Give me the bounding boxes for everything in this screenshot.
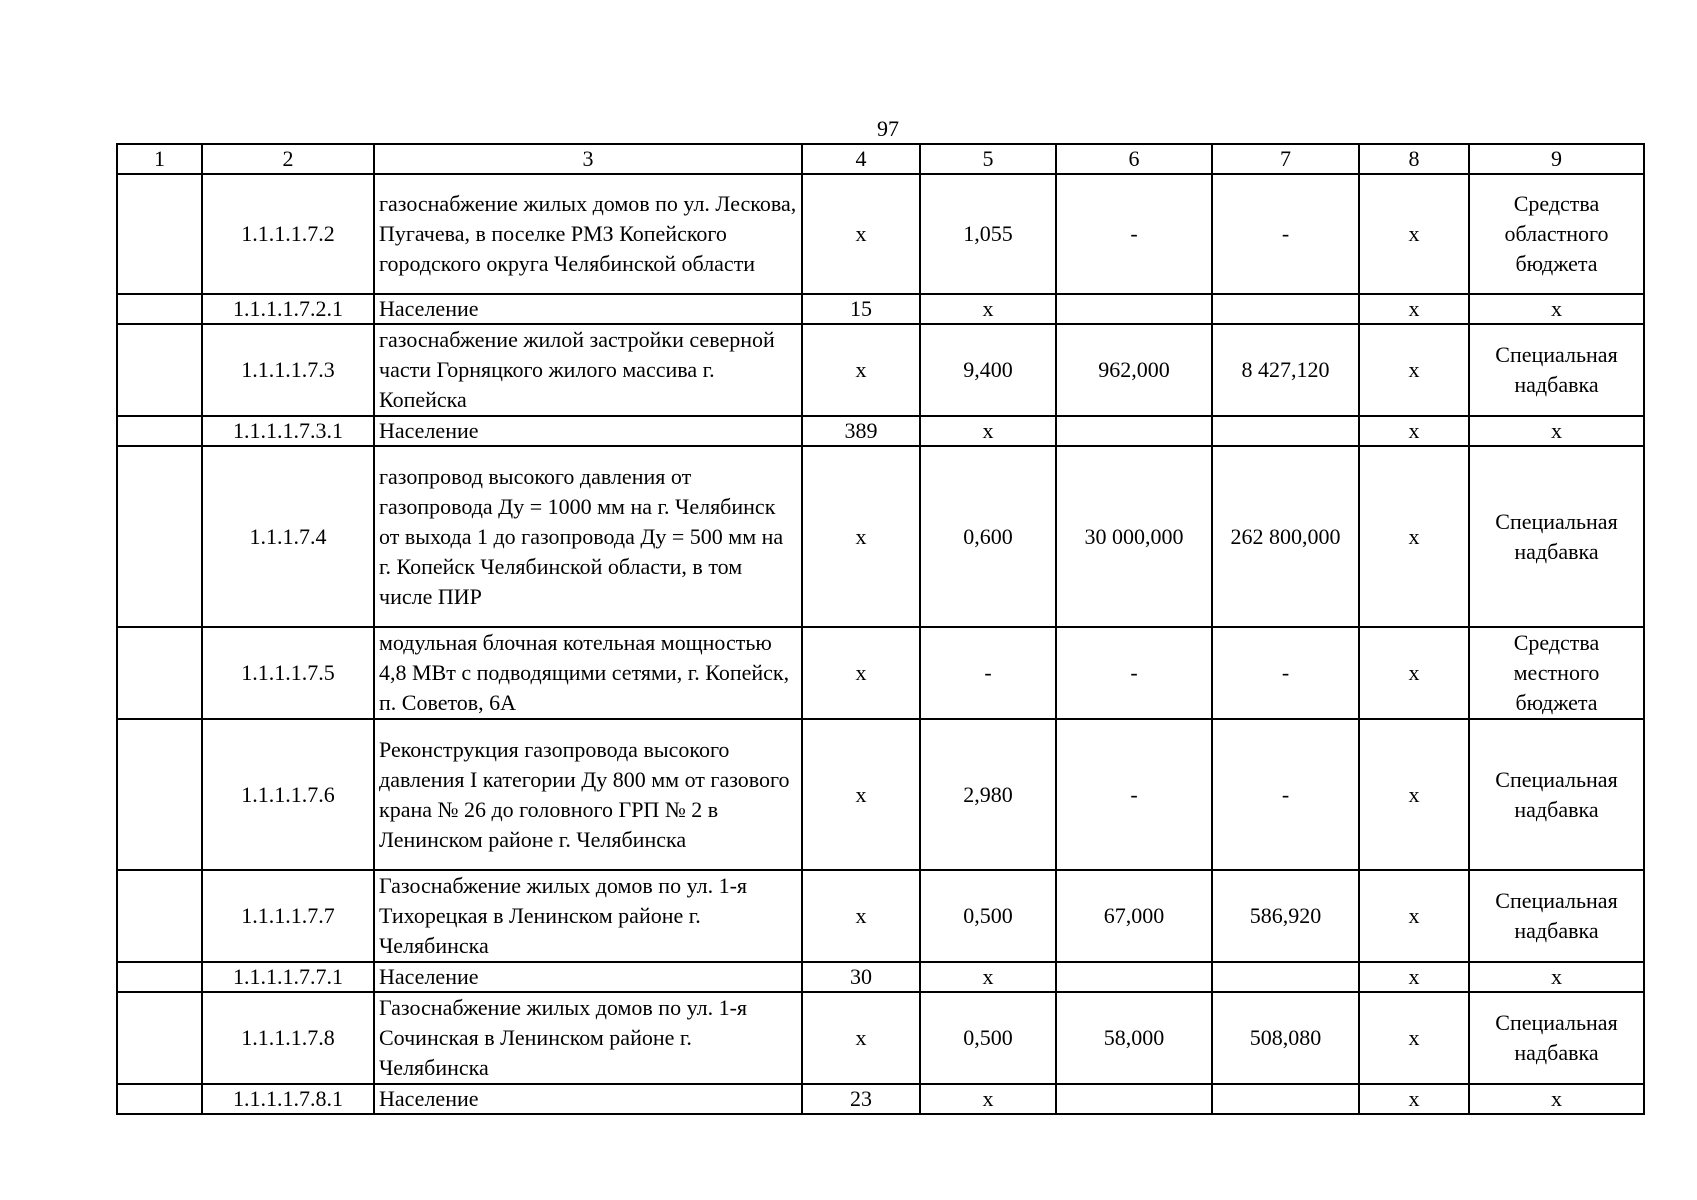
header-col-3: 3 [374,144,802,174]
col-6-value: - [1056,719,1212,870]
table-subrow [117,1084,1644,1114]
col-7-value: 508,080 [1212,992,1359,1084]
col-5-value: 0,600 [920,446,1056,627]
item-code: 1.1.1.1.7.5 [202,627,374,719]
col-4-value: 30 [802,962,920,992]
item-description: Население [374,294,802,324]
header-col-5: 5 [920,144,1056,174]
col-7-value [1212,416,1359,446]
item-description: газоснабжение жилой застройки северной части Горняцкого жилого массива г. Копейска [374,324,802,416]
col-8-value: x [1359,962,1469,992]
header-col-4: 4 [802,144,920,174]
item-description: модульная блочная котельная мощностью 4,8 МВт с подводящими сетями, г. Копейск, п. Советов, 6А [374,627,802,719]
table-subrow [117,416,1644,446]
table-row [117,870,1644,962]
funding-source: x [1469,962,1644,992]
col-7-value: 586,920 [1212,870,1359,962]
col-8-value: x [1359,719,1469,870]
data-table [116,143,1645,1115]
col-5-value: 0,500 [920,992,1056,1084]
table-row [117,324,1644,416]
col-5-value: 0,500 [920,870,1056,962]
empty-cell [117,416,202,446]
item-code: 1.1.1.1.7.2.1 [202,294,374,324]
col-7-value: 8 427,120 [1212,324,1359,416]
col-6-value [1056,294,1212,324]
item-code: 1.1.1.7.4 [202,446,374,627]
item-description: газопровод высокого давления от газопровода Ду = 1000 мм на г. Челябинск от выхода 1 до газопровода Ду = 500 мм на г. Копейск Челябинской области, в том числе ПИР [374,446,802,627]
col-8-value: x [1359,324,1469,416]
col-6-value: - [1056,174,1212,294]
item-code: 1.1.1.1.7.8.1 [202,1084,374,1114]
col-8-value: x [1359,174,1469,294]
col-6-value: 30 000,000 [1056,446,1212,627]
funding-source: Специальная надбавка [1469,870,1644,962]
item-code: 1.1.1.1.7.2 [202,174,374,294]
col-4-value: x [802,719,920,870]
funding-source: Специальная надбавка [1469,719,1644,870]
col-4-value: x [802,992,920,1084]
empty-cell [117,962,202,992]
col-6-value: 58,000 [1056,992,1212,1084]
page-number: 97 [877,116,899,141]
col-5-value: x [920,1084,1056,1114]
table-row [117,174,1644,294]
col-5-value: 1,055 [920,174,1056,294]
col-6-value [1056,962,1212,992]
header-col-8: 8 [1359,144,1469,174]
col-5-value: x [920,294,1056,324]
col-7-value [1212,962,1359,992]
empty-cell [117,870,202,962]
item-code: 1.1.1.1.7.3.1 [202,416,374,446]
table-body [117,174,1644,1114]
empty-cell [117,992,202,1084]
col-4-value: x [802,627,920,719]
item-code: 1.1.1.1.7.7.1 [202,962,374,992]
item-description: Население [374,416,802,446]
empty-cell [117,627,202,719]
empty-cell [117,174,202,294]
col-6-value: 67,000 [1056,870,1212,962]
empty-cell [117,1084,202,1114]
col-4-value: x [802,324,920,416]
empty-cell [117,719,202,870]
table-row [117,446,1644,627]
funding-source: x [1469,294,1644,324]
table-subrow [117,294,1644,324]
col-4-value: 15 [802,294,920,324]
header-col-9: 9 [1469,144,1644,174]
empty-cell [117,294,202,324]
col-7-value: - [1212,627,1359,719]
item-description: газоснабжение жилых домов по ул. Лескова, Пугачева, в поселке РМЗ Копейского городского округа Челябинской области [374,174,802,294]
item-code: 1.1.1.1.7.3 [202,324,374,416]
col-6-value: 962,000 [1056,324,1212,416]
col-7-value [1212,294,1359,324]
table-row [117,719,1644,870]
header-row [117,144,1644,174]
item-description: Население [374,962,802,992]
item-code: 1.1.1.1.7.6 [202,719,374,870]
funding-source: Специальная надбавка [1469,446,1644,627]
col-6-value: - [1056,627,1212,719]
col-8-value: x [1359,446,1469,627]
col-5-value: 2,980 [920,719,1056,870]
header-col-6: 6 [1056,144,1212,174]
item-description: Население [374,1084,802,1114]
funding-source: Средства областного бюджета [1469,174,1644,294]
funding-source: Специальная надбавка [1469,992,1644,1084]
col-4-value: 23 [802,1084,920,1114]
col-5-value: - [920,627,1056,719]
header-col-7: 7 [1212,144,1359,174]
funding-source: x [1469,416,1644,446]
col-6-value [1056,1084,1212,1114]
col-5-value: 9,400 [920,324,1056,416]
table-row [117,627,1644,719]
funding-source: Специальная надбавка [1469,324,1644,416]
col-8-value: x [1359,416,1469,446]
col-8-value: x [1359,294,1469,324]
funding-source: Средства местного бюджета [1469,627,1644,719]
col-7-value [1212,1084,1359,1114]
col-8-value: x [1359,627,1469,719]
empty-cell [117,446,202,627]
header-col-1: 1 [117,144,202,174]
col-7-value: - [1212,174,1359,294]
col-4-value: x [802,174,920,294]
empty-cell [117,324,202,416]
table-row [117,992,1644,1084]
item-code: 1.1.1.1.7.8 [202,992,374,1084]
item-description: Газоснабжение жилых домов по ул. 1-я Сочинская в Ленинском районе г. Челябинска [374,992,802,1084]
table-subrow [117,962,1644,992]
col-6-value [1056,416,1212,446]
col-4-value: x [802,870,920,962]
col-4-value: x [802,446,920,627]
col-7-value: 262 800,000 [1212,446,1359,627]
item-code: 1.1.1.1.7.7 [202,870,374,962]
col-8-value: x [1359,1084,1469,1114]
item-description: Газоснабжение жилых домов по ул. 1-я Тихорецкая в Ленинском районе г. Челябинска [374,870,802,962]
col-8-value: x [1359,870,1469,962]
col-5-value: x [920,962,1056,992]
col-8-value: x [1359,992,1469,1084]
col-7-value: - [1212,719,1359,870]
col-4-value: 389 [802,416,920,446]
item-description: Реконструкция газопровода высокого давления I категории Ду 800 мм от газового крана № 26 до головного ГРП № 2 в Ленинском районе г. Челябинска [374,719,802,870]
col-5-value: x [920,416,1056,446]
header-col-2: 2 [202,144,374,174]
funding-source: x [1469,1084,1644,1114]
